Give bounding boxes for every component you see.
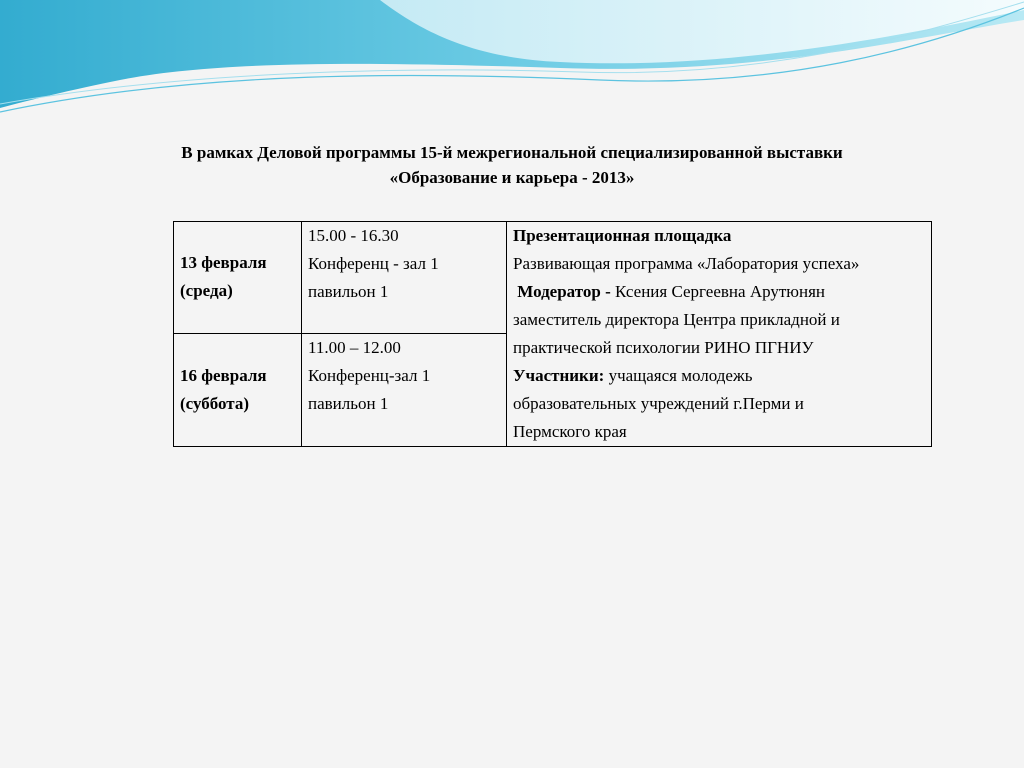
weekday: (суббота) bbox=[180, 393, 250, 413]
date-cell bbox=[174, 222, 302, 334]
program-name: Развивающая программа «Лаборатория успеха» bbox=[513, 254, 860, 273]
participants-2: образовательных учреждений г.Перми и bbox=[513, 394, 804, 413]
time-cell bbox=[302, 333, 507, 446]
table-row bbox=[174, 222, 932, 334]
title-line-1: В рамках Деловой программы 15-й межрегиональной специализированной выставки bbox=[181, 143, 843, 162]
pavilion: павильон 1 bbox=[308, 393, 389, 413]
date-cell bbox=[174, 333, 302, 446]
schedule-table bbox=[173, 221, 932, 447]
participants-3: Пермского края bbox=[513, 422, 627, 441]
hall: Конференц-зал 1 bbox=[308, 365, 431, 385]
time: 15.00 - 16.30 bbox=[308, 226, 399, 245]
date: 13 февраля bbox=[180, 253, 267, 273]
weekday: (среда) bbox=[180, 281, 233, 301]
participants-1: учащаяся молодежь bbox=[604, 366, 753, 385]
details-heading: Презентационная площадка bbox=[513, 226, 732, 245]
header-wave-decoration bbox=[0, 0, 1024, 120]
pavilion: павильон 1 bbox=[308, 282, 389, 301]
participants-line bbox=[513, 362, 925, 390]
hall: Конференц - зал 1 bbox=[308, 254, 439, 273]
time: 11.00 – 12.00 bbox=[308, 337, 401, 357]
moderator-label: Модератор - bbox=[517, 282, 615, 301]
moderator-role-2: практической психологии РИНО ПГНИУ bbox=[513, 338, 814, 357]
title-line-2: «Образование и карьера - 2013» bbox=[389, 168, 635, 187]
date: 16 февраля bbox=[180, 365, 267, 385]
moderator-line bbox=[513, 278, 925, 306]
moderator-name: Ксения Сергеевна Арутюнян bbox=[614, 282, 826, 301]
moderator-role-1: заместитель директора Центра прикладной и bbox=[513, 310, 840, 329]
details-cell bbox=[507, 222, 932, 447]
time-cell bbox=[302, 222, 507, 334]
participants-label: Участники: bbox=[513, 366, 605, 385]
page-title bbox=[0, 140, 1024, 190]
